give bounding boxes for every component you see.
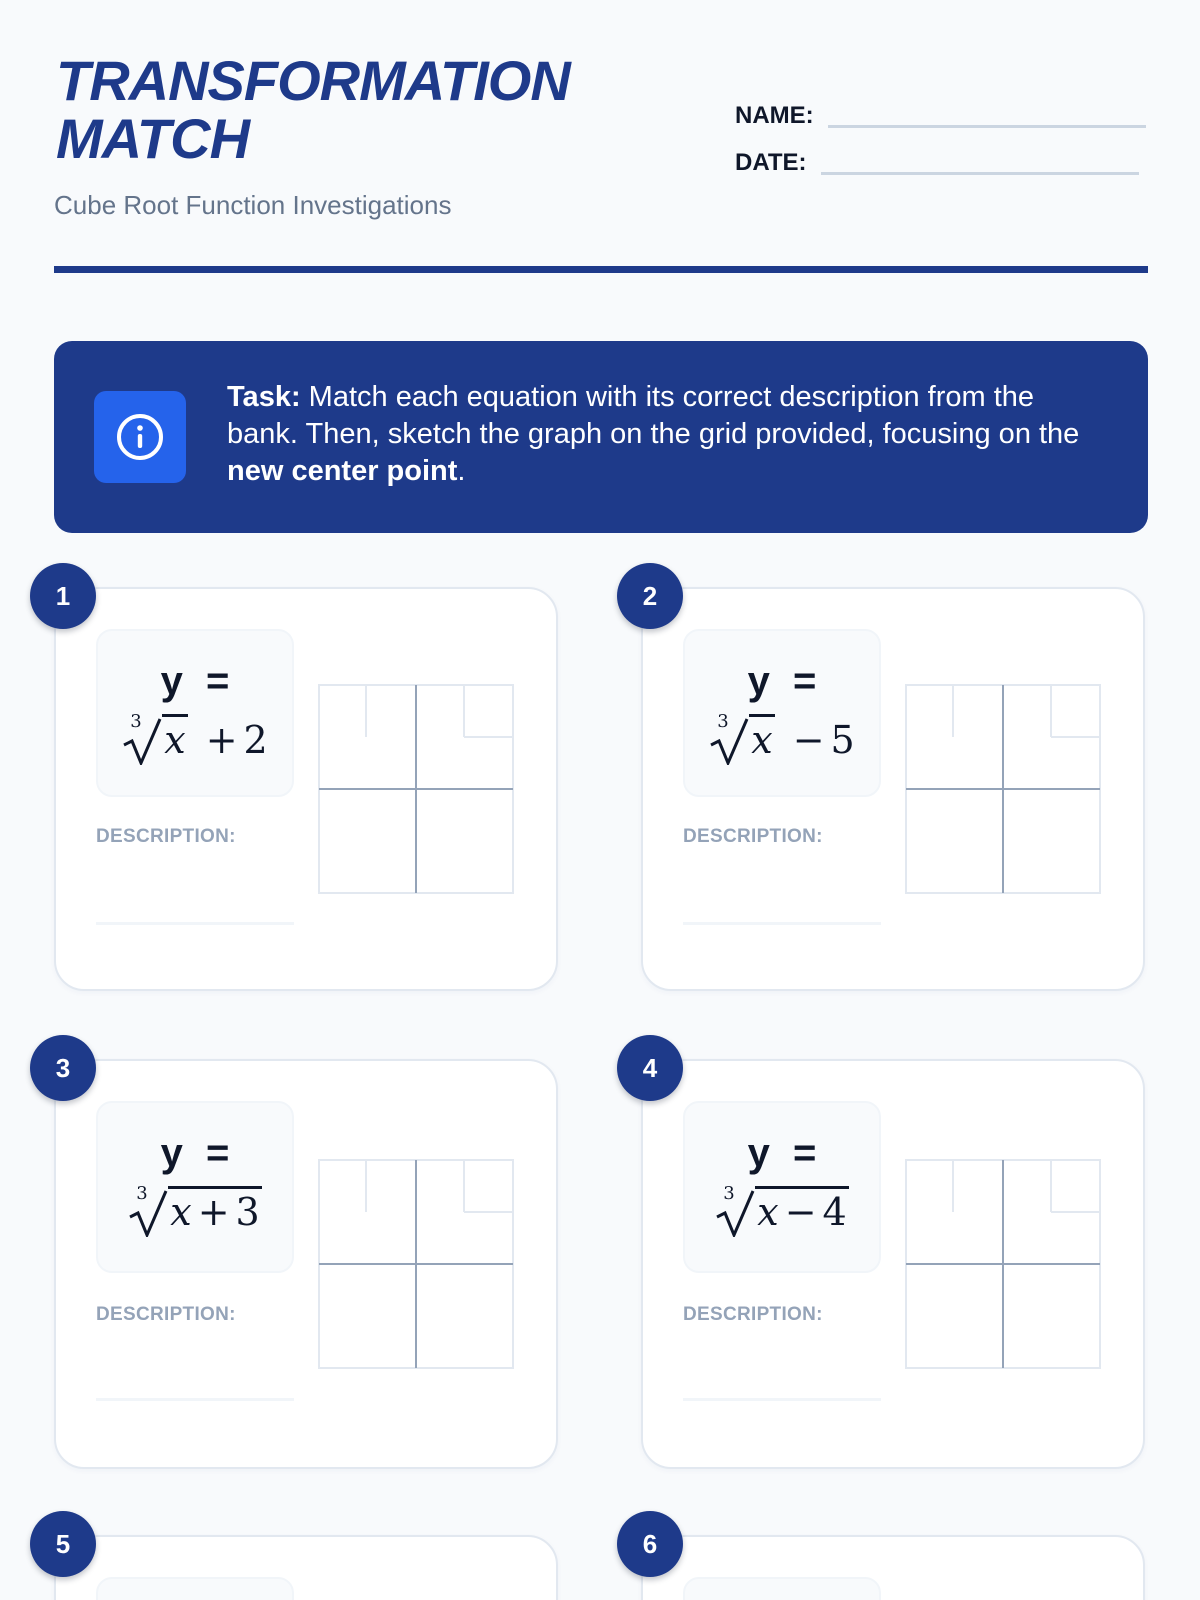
name-row (735, 102, 1146, 130)
radicand (168, 1186, 261, 1234)
problem-card-2 (641, 580, 1145, 991)
problem-card-6 (641, 1528, 1145, 1600)
task-emphasis: new center point (227, 455, 458, 487)
title-line-2: MATCH (56, 107, 250, 170)
radicand-constant: 4 (822, 1190, 847, 1234)
root-index: 3 (136, 1183, 148, 1204)
equation-box (96, 629, 294, 797)
radicand-variable: x (164, 718, 186, 762)
equation-lhs: y = (160, 1131, 230, 1175)
problem-card-1 (54, 580, 558, 991)
description-answer-line[interactable] (96, 922, 294, 925)
radicand (755, 1186, 848, 1234)
equation-rhs (98, 711, 292, 765)
title-line-1: TRANSFORMATION (56, 49, 570, 112)
equation-rhs (685, 1183, 879, 1237)
radicand-variable: x (751, 718, 773, 762)
equation-box (96, 1101, 294, 1273)
problem-card-4 (641, 1052, 1145, 1469)
tail-constant: 2 (243, 718, 268, 762)
equation-tail (200, 718, 268, 762)
root-index: 3 (717, 711, 729, 732)
info-icon (114, 411, 166, 463)
page-subtitle: Cube Root Function Investigations (54, 190, 452, 220)
equation-box (683, 1101, 881, 1273)
description-answer-line[interactable] (683, 1398, 881, 1401)
problem-number-badge: 2 (617, 563, 683, 629)
problem-card-3 (54, 1052, 558, 1469)
radicand-variable: x (757, 1190, 779, 1234)
task-icon-container (94, 391, 186, 483)
problem-number-badge: 5 (30, 1511, 96, 1577)
equation-box (683, 629, 881, 797)
tail-operator: − (792, 718, 825, 762)
sketch-grid[interactable] (318, 684, 514, 894)
problem-card-5 (54, 1528, 558, 1600)
task-instructions (227, 379, 1107, 490)
cube-root-symbol (122, 711, 162, 765)
sketch-grid[interactable] (905, 1159, 1101, 1369)
problem-number-badge: 4 (617, 1035, 683, 1101)
equation-lhs: y = (160, 659, 230, 703)
root-index: 3 (723, 1183, 735, 1204)
description-label: DESCRIPTION: (683, 826, 823, 847)
problem-number-badge: 3 (30, 1035, 96, 1101)
task-text-part-2: . (457, 455, 466, 487)
equation-box (683, 1577, 881, 1600)
equation-lhs: y = (747, 1131, 817, 1175)
name-label: NAME: (735, 102, 814, 129)
cube-root-symbol (128, 1183, 168, 1237)
equation-rhs (98, 1183, 292, 1237)
equation-box (96, 1577, 294, 1600)
cube-root-symbol (709, 711, 749, 765)
description-label: DESCRIPTION: (96, 826, 236, 847)
name-field[interactable] (828, 123, 1146, 128)
radicand-variable: x (170, 1190, 192, 1234)
radicand (162, 714, 187, 762)
description-label: DESCRIPTION: (96, 1304, 236, 1325)
root-index: 3 (130, 711, 142, 732)
tail-operator: + (205, 718, 238, 762)
radicand-operator: + (197, 1190, 230, 1234)
cube-root-symbol (715, 1183, 755, 1237)
tail-constant: 5 (830, 718, 855, 762)
sketch-grid[interactable] (318, 1159, 514, 1369)
header-divider (54, 266, 1148, 273)
sketch-grid[interactable] (905, 684, 1101, 894)
equation-lhs: y = (747, 659, 817, 703)
task-label: Task: (227, 381, 301, 413)
radicand (749, 714, 774, 762)
page-title (56, 49, 676, 170)
date-label: DATE: (735, 149, 807, 176)
radicand-constant: 3 (235, 1190, 260, 1234)
equation-rhs (685, 711, 879, 765)
date-field[interactable] (821, 170, 1139, 175)
description-answer-line[interactable] (96, 1398, 294, 1401)
equation-tail (787, 718, 855, 762)
description-label: DESCRIPTION: (683, 1304, 823, 1325)
problem-number-badge: 6 (617, 1511, 683, 1577)
radicand-operator: − (784, 1190, 817, 1234)
description-answer-line[interactable] (683, 922, 881, 925)
task-text-part-1: Match each equation with its correct description from the bank. Then, sketch the graph on the grid provided, focusing on the (227, 381, 1080, 450)
task-banner (54, 341, 1148, 533)
problem-number-badge: 1 (30, 563, 96, 629)
date-row (735, 149, 1139, 177)
